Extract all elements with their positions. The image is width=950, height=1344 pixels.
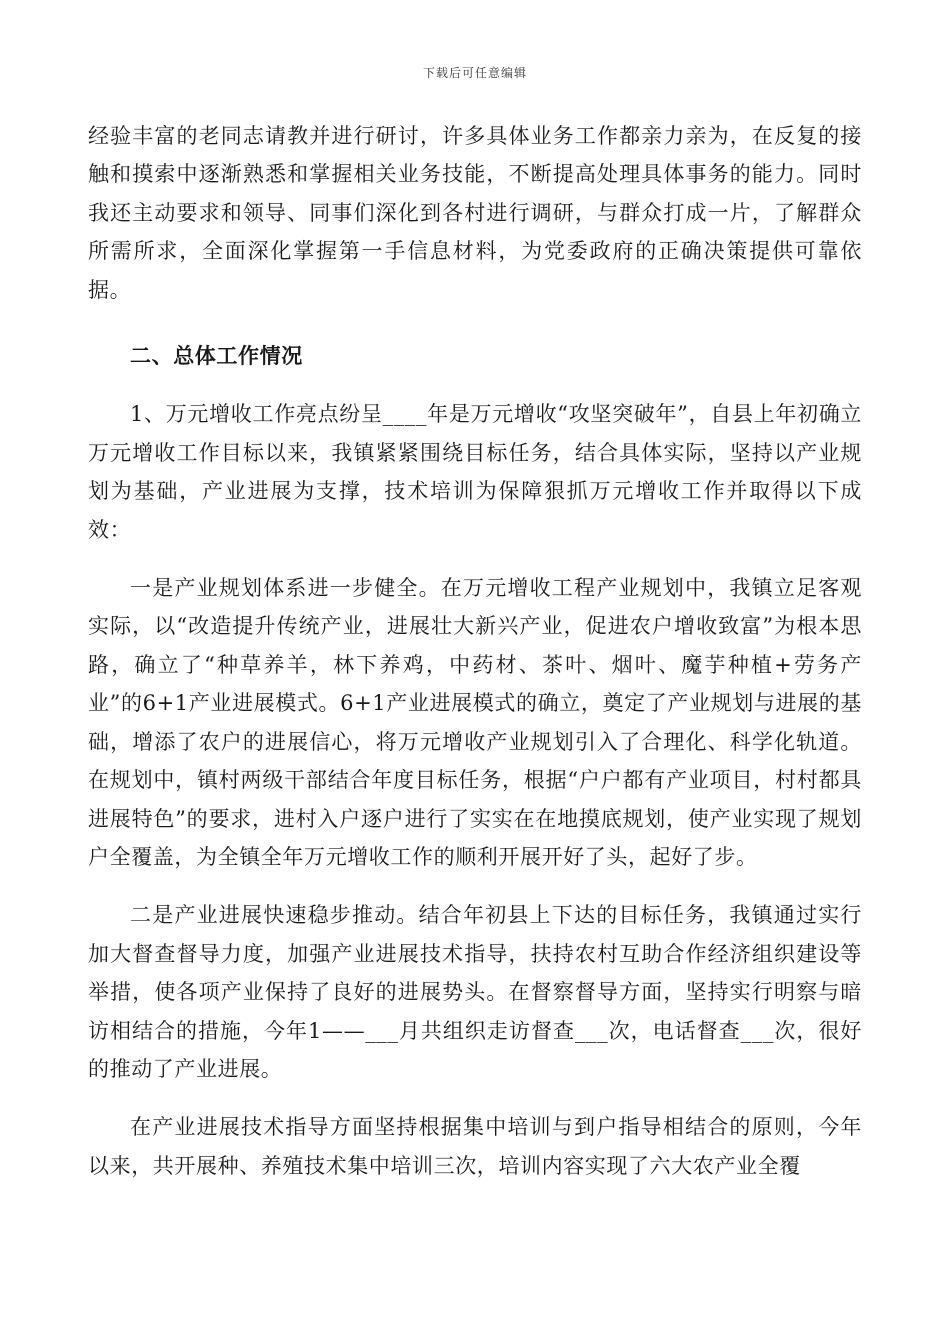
document-body [88,117,862,1185]
section-heading: 二、总体工作情况 [130,343,303,369]
paragraph-3: 二是产业进展快速稳步推动。结合年初县上下达的目标任务，我镇通过实行加大督查督导力度，加强产业进展技术指导，扶持农村互助合作经济组织建设等举措，使各项产业保持了良好的进展势头。在督察督导方面，坚持实行明察与暗访相结合的措施，今年1——___月共组织走访督查___次，电话督查___次，很好的推动了产业进展。 [88,903,862,1081]
paragraph-4: 在产业进展技术指导方面坚持根据集中培训与到户指导相结合的原则，今年以来，共开展种、养殖技术集中培训三次，培训内容实现了六大农产业全覆 [88,1115,862,1178]
paragraph-1: 1、万元增收工作亮点纷呈____年是万元增收“攻坚突破年”，自县上年初确立万元增收工作目标以来，我镇紧紧围绕目标任务，结合具体实际，坚持以产业规划为基础，产业进展为支撑，技术培训为保障狠抓万元增收工作并取得以下成效： [88,402,862,542]
page-header: 下载后可任意编辑 [422,66,527,80]
paragraph-2: 一是产业规划体系进一步健全。在万元增收工程产业规划中，我镇立足客观实际，以“改造提升传统产业，进展壮大新兴产业，促进农户增收致富”为根本思路，确立了“种草养羊，林下养鸡，中药材、茶叶、烟叶、魔芋种植+劳务产业”的6+1产业进展模式。6+1产业进展模式的确立，奠定了产业规划与进展的基础，增添了农户的进展信心，将万元增收产业规划引入了合理化、科学化轨道。在规划中，镇村两级干部结合年度目标任务，根据“户户都有产业项目，村村都具进展特色”的要求，进村入户逐户进行了实实在在地摸底规划，使产业实现了规划户全覆盖，为全镇全年万元增收工作的顺利开展开好了头，起好了步。 [88,576,862,869]
paragraph-continued: 经验丰富的老同志请教并进行研讨，许多具体业务工作都亲力亲为，在反复的接触和摸索中逐渐熟悉和掌握相关业务技能，不断提高处理具体事务的能力。同时我还主动要求和领导、同事们深化到各村进行调研，与群众打成一片，了解群众所需所求，全面深化掌握第一手信息材料，为党委政府的正确决策提供可靠依据。 [88,124,862,302]
